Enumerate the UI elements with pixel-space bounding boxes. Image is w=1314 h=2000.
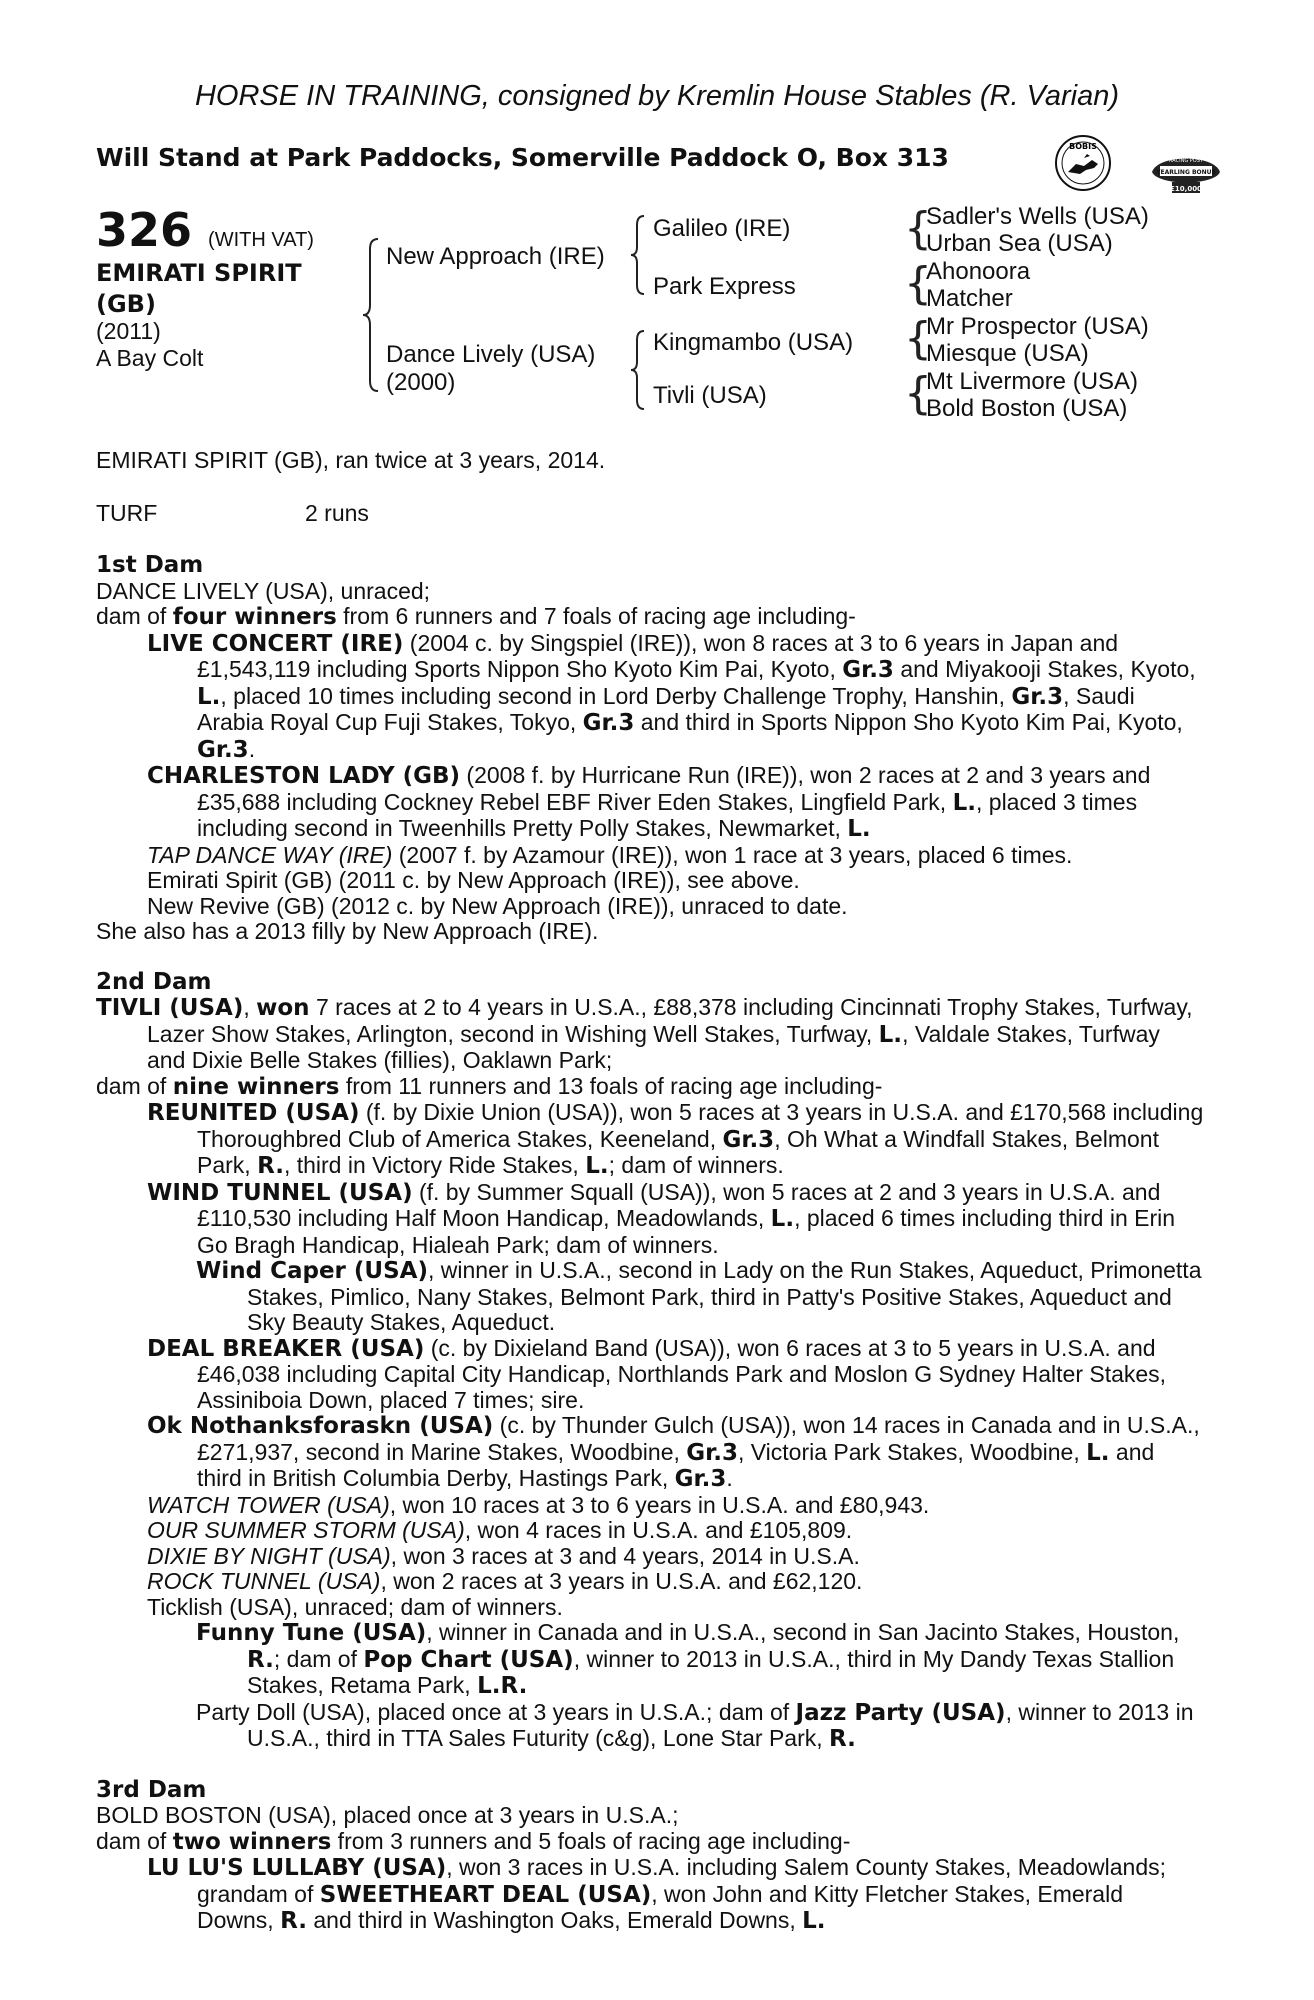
pedigree-sire-sire: Galileo (IRE) [653, 215, 791, 242]
second-dam-entry: Ticklish (USA), unraced; dam of winners. [147, 1593, 563, 1620]
first-dam-entry: TAP DANCE WAY (IRE) (2007 f. by Azamour (IRE)), won 1 race at 3 years, placed 6 times. [147, 841, 1073, 868]
surface-label: TURF [96, 500, 158, 526]
pedigree-g7: Mt Livermore (USA) [926, 368, 1139, 395]
horse-name [96, 258, 302, 320]
bonus-mid-text: YEARLING BONUS [1156, 169, 1216, 176]
pedigree-g6: Miesque (USA) [926, 340, 1089, 367]
pedigree-brace-sire [628, 213, 648, 297]
third-dam-intro: BOLD BOSTON (USA), placed once at 3 years in U.S.A.; [96, 1802, 679, 1828]
lot-number-value: 326 [96, 203, 193, 257]
pedigree-brace-dam [628, 328, 648, 412]
second-dam-entry: DEAL BREAKER (USA) (c. by Dixieland Band (USA)), won 6 races at 3 to 5 years in U.S.A. and £46,038 including Capital City Handicap, Northlands Park and Moslon G Sydney Halter Stakes, Assiniboia Down, placed 7 times; sire. [147, 1334, 1167, 1413]
bonus-top-text: RACING POST [1169, 158, 1203, 164]
second-dam-entry: WATCH TOWER (USA), won 10 races at 3 to 6 years in U.S.A. and £80,943. [147, 1491, 930, 1518]
lot-number [96, 205, 314, 265]
second-dam-entry: REUNITED (USA) (f. by Dixie Union (USA)), won 5 races at 3 years in U.S.A. and £170,568 including Thoroughbred Club of America Stakes, Keeneland, Gr.3, Oh What a Windfall Stakes, Belmont Park, R., third in Victory Ride Stakes, L.; dam of winners. [147, 1099, 1204, 1179]
horse-name-line2: (GB) [96, 290, 156, 318]
second-dam-entry: OUR SUMMER STORM (USA), won 4 races in U.S.A. and £105,809. [147, 1517, 853, 1543]
bobis-text: BOBIS [1069, 142, 1097, 151]
first-dam-entry: New Revive (GB) (2012 c. by New Approach (IRE)), unraced to date. [147, 892, 848, 919]
second-dam-subentry: Wind Caper (USA), winner in U.S.A., second in Lady on the Run Stakes, Aqueduct, Primonetta Stakes, Pimlico, Nany Stakes, Belmont Park, third in Patty's Positive Stakes, Aqueduct and Sky Beauty Stakes, Aqueduct. [196, 1257, 1202, 1335]
first-dam-entry: LIVE CONCERT (IRE) (2004 c. by Singspiel (IRE)), won 8 races at 3 to 6 years in Japan and £1,543,119 including Sports Nippon Sho Kyoto Kim Pai, Kyoto, Gr.3 and Miyakooji Stakes, Kyoto, L., placed 10 times including second in Lord Derby Challenge Trophy, Hanshin, Gr.3, Saudi Arabia Royal Cup Fuji Stakes, Tokyo, Gr.3 and third in Sports Nippon Sho Kyoto Kim Pai, Kyoto, Gr.3. [147, 629, 1196, 763]
pedigree-dam-dam: Tivli (USA) [653, 382, 767, 409]
stand-location: Will Stand at Park Paddocks, Somerville Paddock O, Box 313 [96, 143, 949, 172]
first-dam-produce-line: dam of four winners from 6 runners and 7 foals of racing age including- [96, 603, 856, 630]
pedigree-g3: Ahonoora [926, 258, 1031, 285]
brace-g56: { [904, 313, 932, 364]
second-dam-entry: WIND TUNNEL (USA) (f. by Summer Squall (USA)), won 5 races at 2 and 3 years in U.S.A. and £110,530 including Half Moon Handicap, Meadowlands, L., placed 6 times including third in Erin Go Bragh Handicap, Hialeah Park; dam of winners. [147, 1178, 1176, 1258]
pedigree-g5: Mr Prospector (USA) [926, 313, 1149, 340]
brace-g78: { [904, 368, 932, 419]
brace-g34: { [904, 258, 932, 309]
pedigree-dam-sire: Kingmambo (USA) [653, 329, 854, 356]
surface-runs: 2 runs [305, 500, 369, 526]
race-record: EMIRATI SPIRIT (GB), ran twice at 3 years, 2014. [96, 447, 606, 473]
second-dam-subentry: Funny Tune (USA), winner in Canada and in U.S.A., second in San Jacinto Stakes, Houston, R.; dam of Pop Chart (USA), winner to 2013 in U.S.A., third in My Dandy Texas Stallion Stakes, Retama Park, L.R. [196, 1619, 1180, 1699]
second-dam-entry: DIXIE BY NIGHT (USA), won 3 races at 3 and 4 years, 2014 in U.S.A. [147, 1542, 860, 1569]
dam-history [96, 553, 1204, 1935]
pedigree-g1: Sadler's Wells (USA) [926, 203, 1149, 230]
page-title: HORSE IN TRAINING, consigned by Kremlin House Stables (R. Varian) [194, 80, 1120, 112]
pedigree-g4: Matcher [926, 285, 1013, 312]
second-dam-entry: ROCK TUNNEL (USA), won 2 races at 3 years in U.S.A. and £62,120. [147, 1568, 863, 1594]
first-dam-entry: Emirati Spirit (GB) (2011 c. by New Approach (IRE)), see above. [147, 867, 800, 893]
bonus-amount-text: £10,000 [1170, 185, 1202, 193]
first-dam-intro: DANCE LIVELY (USA), unraced; [96, 577, 431, 604]
pedigree-sire: New Approach (IRE) [386, 243, 605, 270]
pedigree-dam-year: (2000) [386, 369, 456, 396]
pedigree-dam: Dance Lively (USA) [386, 341, 596, 368]
first-dam-closing: She also has a 2013 filly by New Approach (IRE). [96, 918, 599, 944]
horse-description: A Bay Colt [96, 345, 204, 371]
bobis-logo [1054, 134, 1112, 192]
second-dam-entry: Ok Nothanksforaskn (USA) (c. by Thunder Gulch (USA)), won 14 races in Canada and in U.S.A., £271,937, second in Marine Stakes, Woodbine, Gr.3, Victoria Park Stakes, Woodbine, L. and third in British Columbia Derby, Hastings Park, Gr.3. [147, 1412, 1200, 1492]
horse-year: (2011) [96, 318, 161, 344]
third-dam-entry: LU LU'S LULLABY (USA), won 3 races in U.S.A. including Salem County Stakes, Meadowlands; grandam of SWEETHEART DEAL (USA), won John and Kitty Fletcher Stakes, Emerald Downs, R. and third in Washington Oaks, Emerald Downs, L. [147, 1854, 1167, 1934]
second-dam-produce-line: dam of nine winners from 11 runners and 13 foals of racing age including- [96, 1072, 883, 1100]
vat-note: (WITH VAT) [208, 229, 314, 251]
yearling-bonus-logo [1148, 146, 1224, 196]
horse-info [96, 318, 203, 372]
pedigree-brace-main [360, 235, 382, 395]
second-dam-subentry: Party Doll (USA), placed once at 3 years in U.S.A.; dam of Jazz Party (USA), winner to 2013 in U.S.A., third in TTA Sales Futurity (c&g), Lone Star Park, R. [196, 1698, 1194, 1752]
second-dam-intro: TIVLI (USA), won 7 races at 2 to 4 years in U.S.A., £88,378 including Cincinnati Trophy Stakes, Turfway, Lazer Show Stakes, Arlington, second in Wishing Well Stakes, Turfway, L., Valdale Stakes, Turfway and Dixie Belle Stakes (fillies), Oaklawn Park; [96, 994, 1193, 1073]
third-dam-heading: 3rd Dam [96, 1776, 207, 1803]
second-dam-heading: 2nd Dam [96, 968, 212, 995]
pedigree-sire-dam: Park Express [653, 273, 796, 300]
first-dam-heading: 1st Dam [96, 552, 204, 578]
third-dam-produce-line: dam of two winners from 3 runners and 5 foals of racing age including- [96, 1827, 851, 1855]
brace-g12: { [904, 203, 932, 254]
pedigree-g8: Bold Boston (USA) [926, 395, 1128, 422]
first-dam-entry: CHARLESTON LADY (GB) (2008 f. by Hurricane Run (IRE)), won 2 races at 2 and 3 years and £35,688 including Cockney Rebel EBF River Eden Stakes, Lingfield Park, L., placed 3 times including second in Tweenhills Pretty Polly Stakes, Newmarket, L. [147, 762, 1151, 842]
pedigree-g2: Urban Sea (USA) [926, 230, 1113, 257]
horse-name-line1: EMIRATI SPIRIT [96, 259, 302, 287]
